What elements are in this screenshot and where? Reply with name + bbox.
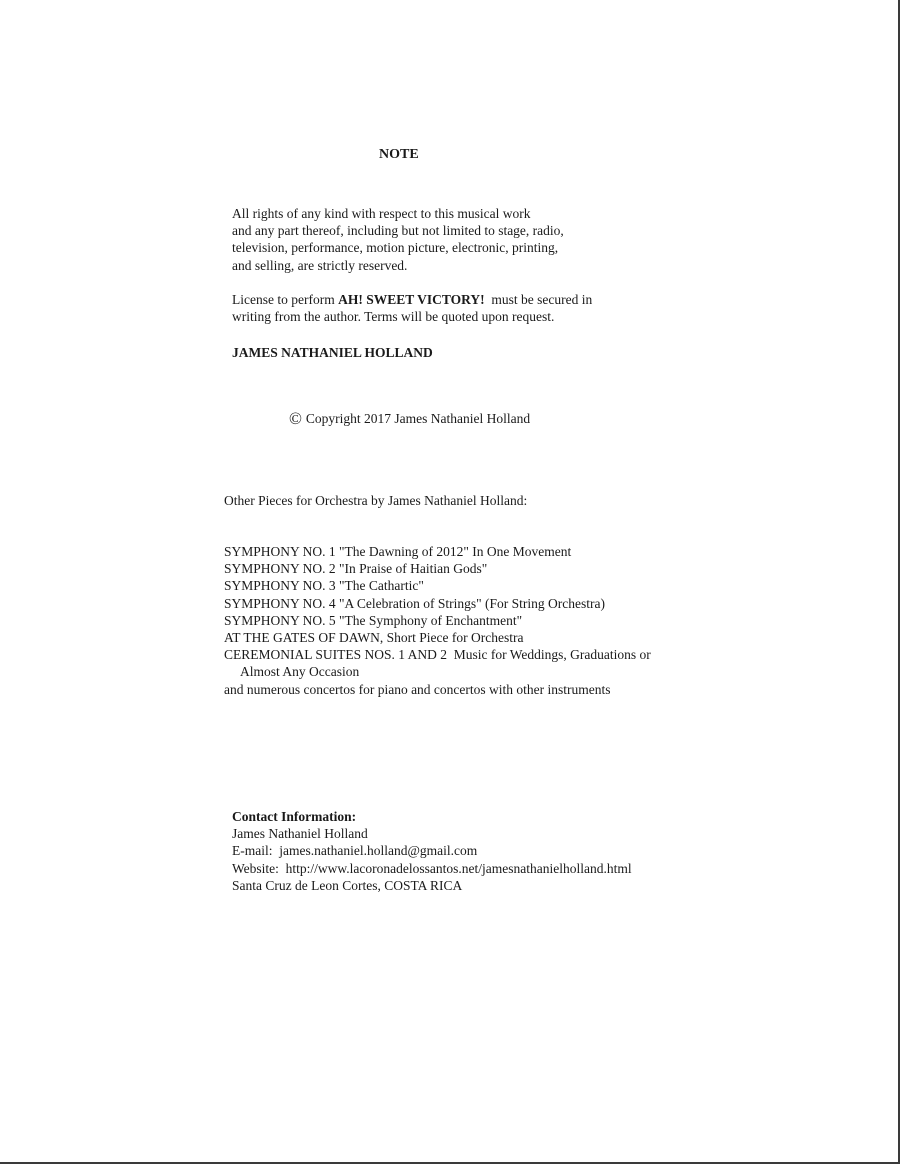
copyright-icon: © (289, 409, 302, 428)
rights-line: and selling, are strictly reserved. (232, 257, 408, 273)
contact-website: Website: http://www.lacoronadelossantos.net/jamesnathanielholland.html (232, 860, 632, 876)
rights-paragraph (232, 205, 564, 274)
list-item: SYMPHONY NO. 1 "The Dawning of 2012" In One Movement (224, 544, 572, 559)
license-prefix: License to perform (232, 292, 339, 307)
list-item: SYMPHONY NO. 5 "The Symphony of Enchantment" (224, 612, 523, 628)
list-item: SYMPHONY NO. 2 "In Praise of Haitian Gods" (224, 561, 488, 577)
list-item: and numerous concertos for piano and concertos with other instruments (224, 681, 611, 697)
list-item: CEREMONIAL SUITES NOS. 1 AND 2 Music for Weddings, Graduations or (224, 647, 651, 663)
license-line-2: writing from the author. Terms will be quoted upon request. (232, 309, 555, 325)
rights-line: and any part thereof, including but not limited to stage, radio, (232, 223, 564, 239)
copyright-text: Copyright 2017 James Nathaniel Holland (305, 411, 531, 426)
copyright-notice (289, 410, 530, 427)
contact-heading: Contact Information: (232, 809, 357, 824)
list-item: SYMPHONY NO. 4 "A Celebration of Strings" (For String Orchestra) (224, 595, 605, 611)
other-pieces-heading: Other Pieces for Orchestra by James Nathaniel Holland: (224, 493, 528, 508)
license-line-1 (232, 291, 592, 308)
other-pieces-list (224, 543, 651, 698)
work-title: AH! SWEET VICTORY! (338, 292, 485, 307)
contact-location: Santa Cruz de Leon Cortes, COSTA RICA (232, 877, 463, 893)
contact-email: E-mail: james.nathaniel.holland@gmail.com (232, 843, 478, 859)
author-name: JAMES NATHANIEL HOLLAND (232, 345, 433, 360)
rights-line: All rights of any kind with respect to this musical work (232, 206, 531, 221)
list-item: AT THE GATES OF DAWN, Short Piece for Orchestra (224, 630, 524, 646)
note-title: NOTE (379, 147, 419, 162)
contact-name: James Nathaniel Holland (232, 826, 368, 842)
list-item-continuation: Almost Any Occasion (240, 664, 360, 680)
license-paragraph (232, 291, 592, 325)
license-suffix: must be secured in (484, 292, 593, 307)
list-item: SYMPHONY NO. 3 "The Cathartic" (224, 578, 424, 594)
contact-block (232, 808, 632, 894)
rights-line: television, performance, motion picture, electronic, printing, (232, 240, 559, 256)
